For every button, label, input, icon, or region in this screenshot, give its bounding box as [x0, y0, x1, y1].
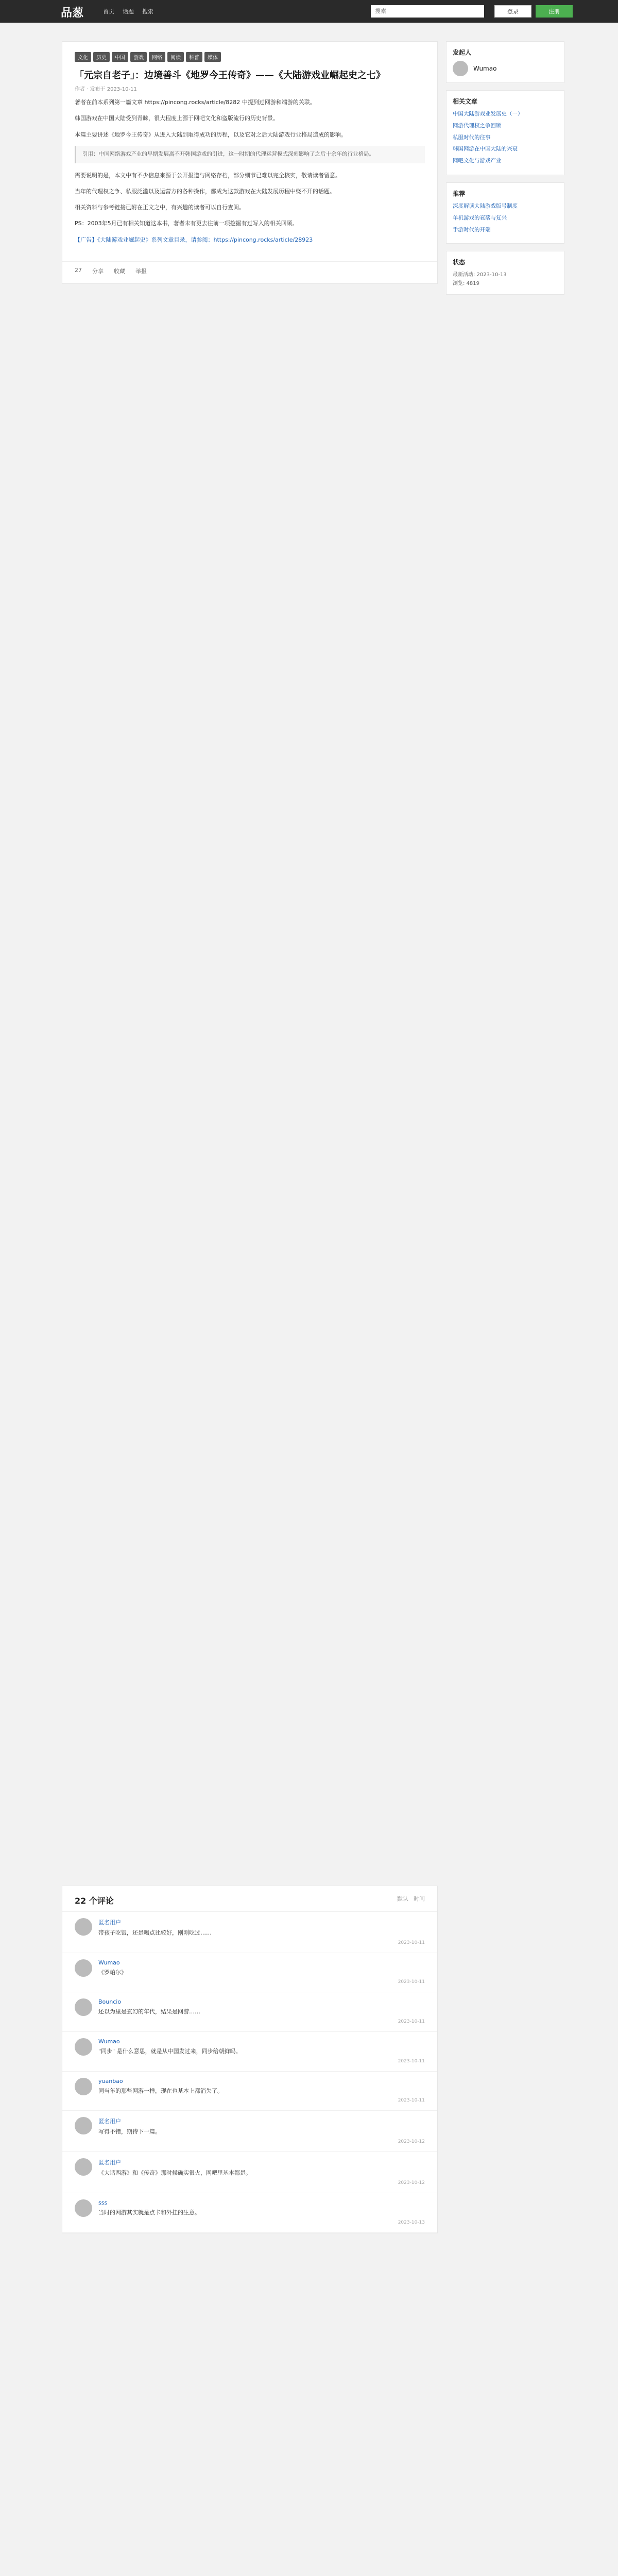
comment-body — [98, 2078, 425, 2104]
comment-author[interactable]: 匿名用户 — [98, 2118, 121, 2125]
register-button[interactable]: 注册 — [536, 5, 573, 18]
paragraph: 当年的代理权之争、私服泛滥以及运营方的各种操作，都成为这款游戏在大陆发展历程中绕不开的话题。 — [75, 188, 335, 195]
comment-item — [62, 2032, 437, 2072]
related-link[interactable]: 网游代理权之争回顾 — [453, 122, 502, 129]
author-name[interactable]: Wumao — [473, 65, 497, 72]
comment-text: 带孩子吃饭，还是喝点比较好，刚刚吃过…… — [98, 1929, 212, 1936]
avatar[interactable] — [453, 61, 468, 76]
status-line: 浏览: 4819 — [453, 281, 479, 287]
topic-tag[interactable]: 文化 — [75, 52, 91, 62]
top-navbar — [0, 0, 618, 23]
comment-author[interactable]: Bouncio — [98, 1998, 122, 2006]
site-logo[interactable]: 品葱 — [61, 7, 84, 20]
paragraph: 需要说明的是，本文中有不少信息来源于公开报道与网络存档，部分细节已难以完全核实，敬请读者留意。 — [75, 172, 341, 179]
comment-body — [98, 1998, 425, 2024]
related-link[interactable]: 私服时代的往事 — [453, 134, 491, 141]
topic-tag[interactable]: 游戏 — [130, 52, 147, 62]
comment-text: 写得不错，期待下一篇。 — [98, 2128, 161, 2136]
author-card-title: 发起人 — [453, 49, 472, 56]
recommend-link[interactable]: 单机游戏的衰落与复兴 — [453, 214, 507, 221]
related-link[interactable]: 网吧文化与游戏产业 — [453, 158, 502, 164]
paragraph: 相关资料与参考链接已附在正文之中，有兴趣的读者可以自行查阅。 — [75, 204, 245, 211]
comment-body — [98, 2158, 425, 2185]
sidebar — [446, 41, 564, 302]
topic-tag[interactable]: 历史 — [93, 52, 110, 62]
related-link[interactable]: 韩国网游在中国大陆的兴衰 — [453, 146, 518, 152]
sort-time[interactable]: 时间 — [414, 1895, 425, 1902]
status-card — [446, 251, 564, 295]
status-title: 状态 — [453, 259, 466, 266]
comment-item — [62, 2193, 437, 2233]
nav-item-search[interactable]: 搜索 — [142, 8, 153, 15]
related-title: 相关文章 — [453, 98, 478, 105]
login-button[interactable]: 登录 — [494, 5, 531, 18]
comment-item — [62, 2072, 437, 2111]
comment-time: 2023-10-12 — [398, 2180, 425, 2185]
recommend-link[interactable]: 手游时代的开端 — [453, 226, 491, 233]
avatar[interactable] — [75, 2117, 92, 2134]
comment-text: 还以为里是玄幻的年代，结果是网游…… — [98, 2008, 200, 2015]
comment-time: 2023-10-11 — [398, 2058, 425, 2064]
comment-author[interactable]: yuanbao — [98, 2077, 123, 2084]
comment-item — [62, 1992, 437, 2032]
article-meta: 作者 · 发布于 2023-10-11 — [75, 87, 137, 92]
report-button[interactable]: 举报 — [135, 267, 147, 275]
avatar[interactable] — [75, 2199, 92, 2217]
related-link[interactable]: 中国大陆游戏业发展史（一） — [453, 111, 523, 117]
avatar[interactable] — [75, 1959, 92, 1977]
author-row — [453, 61, 558, 76]
comment-text: 《大话西游》和《传奇》那时候确实很火，网吧里基本都是。 — [98, 2170, 251, 2177]
topic-tag[interactable]: 媒体 — [204, 52, 221, 62]
comment-item — [62, 2111, 437, 2152]
author-card — [446, 41, 564, 83]
topic-tag[interactable]: 网络 — [149, 52, 165, 62]
comment-text: "同步" 是什么意思，就是从中国发过来，同步给朝鲜吗。 — [98, 2048, 242, 2055]
recommend-title: 推荐 — [453, 190, 466, 197]
comment-header — [62, 1886, 437, 1912]
article-container — [62, 41, 438, 284]
comment-body — [98, 1918, 425, 1945]
comment-body — [98, 2199, 425, 2225]
comment-time: 2023-10-12 — [398, 2139, 425, 2145]
comment-time: 2023-10-11 — [398, 1940, 425, 1945]
closing-note: PS：2003年5月已有相关知道这本书，著者未有更去往前一项挖掘有过写入的相关回顾。 — [75, 220, 298, 227]
sort-default[interactable]: 默认 — [397, 1895, 408, 1902]
status-line: 最新活动: 2023-10-13 — [453, 272, 507, 278]
recommend-link[interactable]: 深度解读大陆游戏版号制度 — [453, 202, 518, 209]
search-input[interactable] — [371, 5, 484, 18]
topic-tag[interactable]: 科普 — [186, 52, 202, 62]
comment-text: 同当年的那些网游一样，现在也基本上都消失了。 — [98, 2087, 223, 2094]
share-button[interactable]: 分享 — [92, 267, 104, 275]
topic-tag[interactable]: 阅读 — [167, 52, 184, 62]
comment-text: 《罗帕尔》 — [98, 1969, 127, 1976]
article-body — [62, 97, 437, 261]
comment-author[interactable]: 匿名用户 — [98, 1919, 121, 1926]
favorite-button[interactable]: 收藏 — [114, 267, 125, 275]
related-card — [446, 90, 564, 175]
avatar[interactable] — [75, 2158, 92, 2176]
comment-body — [98, 1959, 425, 1985]
comment-text: 当时的网游其实就是点卡和外挂的生意。 — [98, 2209, 200, 2216]
comment-body — [98, 2117, 425, 2144]
comment-time: 2023-10-11 — [398, 1979, 425, 1985]
vote-count[interactable]: 27 — [75, 266, 82, 274]
comment-count: 22 个评论 — [75, 1896, 114, 1906]
comment-author[interactable]: Wumao — [98, 1959, 120, 1966]
comment-author[interactable]: sss — [98, 2199, 108, 2206]
comment-time: 2023-10-11 — [398, 2019, 425, 2025]
article-actions — [62, 261, 437, 283]
paragraph: 著者在前本系列第一篇文章 https://pincong.rocks/article/8282 中提到过网游和端游的关联。 — [75, 99, 316, 106]
comment-item — [62, 2152, 437, 2193]
nav-item-home[interactable]: 首页 — [103, 8, 114, 15]
comment-author[interactable]: 匿名用户 — [98, 2159, 121, 2166]
topic-tag[interactable]: 中国 — [112, 52, 128, 62]
recommend-card — [446, 182, 564, 244]
comment-item — [62, 1912, 437, 1953]
blockquote: 引用：中国网络游戏产业的早期发展离不开韩国游戏的引进，这一时期的代理运营模式深刻影响了之后十余年的行业格局。 — [75, 146, 425, 163]
article-title: 「元宗自老子」：边境善斗《地罗今王传奇》——《大陆游戏业崛起史之七》 — [75, 70, 385, 81]
tag-list — [62, 42, 437, 62]
nav-item-topics[interactable]: 话题 — [123, 8, 134, 15]
comment-sort — [397, 1894, 425, 1906]
avatar[interactable] — [75, 2078, 92, 2095]
avatar[interactable] — [75, 1918, 92, 1936]
avatar[interactable] — [75, 2038, 92, 2056]
avatar[interactable] — [75, 1998, 92, 2016]
paragraph: 本篇主要讲述《地罗今王传奇》从进入大陆到取得成功的历程，以及它对之后大陆游戏行业格局造成的影响。 — [75, 131, 347, 138]
comment-body — [98, 2038, 425, 2064]
main-nav — [103, 7, 153, 15]
comment-time: 2023-10-11 — [398, 2098, 425, 2104]
comment-time: 2023-10-13 — [398, 2219, 425, 2225]
paragraph: 韩国游戏在中国大陆受到青睐，很大程度上源于网吧文化和盗版流行的历史背景。 — [75, 115, 279, 122]
comment-item — [62, 1953, 437, 1993]
comment-author[interactable]: Wumao — [98, 2038, 120, 2045]
series-link[interactable]: 【广告】《大陆游戏业崛起史》系列文章目录，请参阅：https://pincong.rocks/article/28923 — [75, 236, 313, 243]
comment-section — [62, 1886, 438, 2233]
